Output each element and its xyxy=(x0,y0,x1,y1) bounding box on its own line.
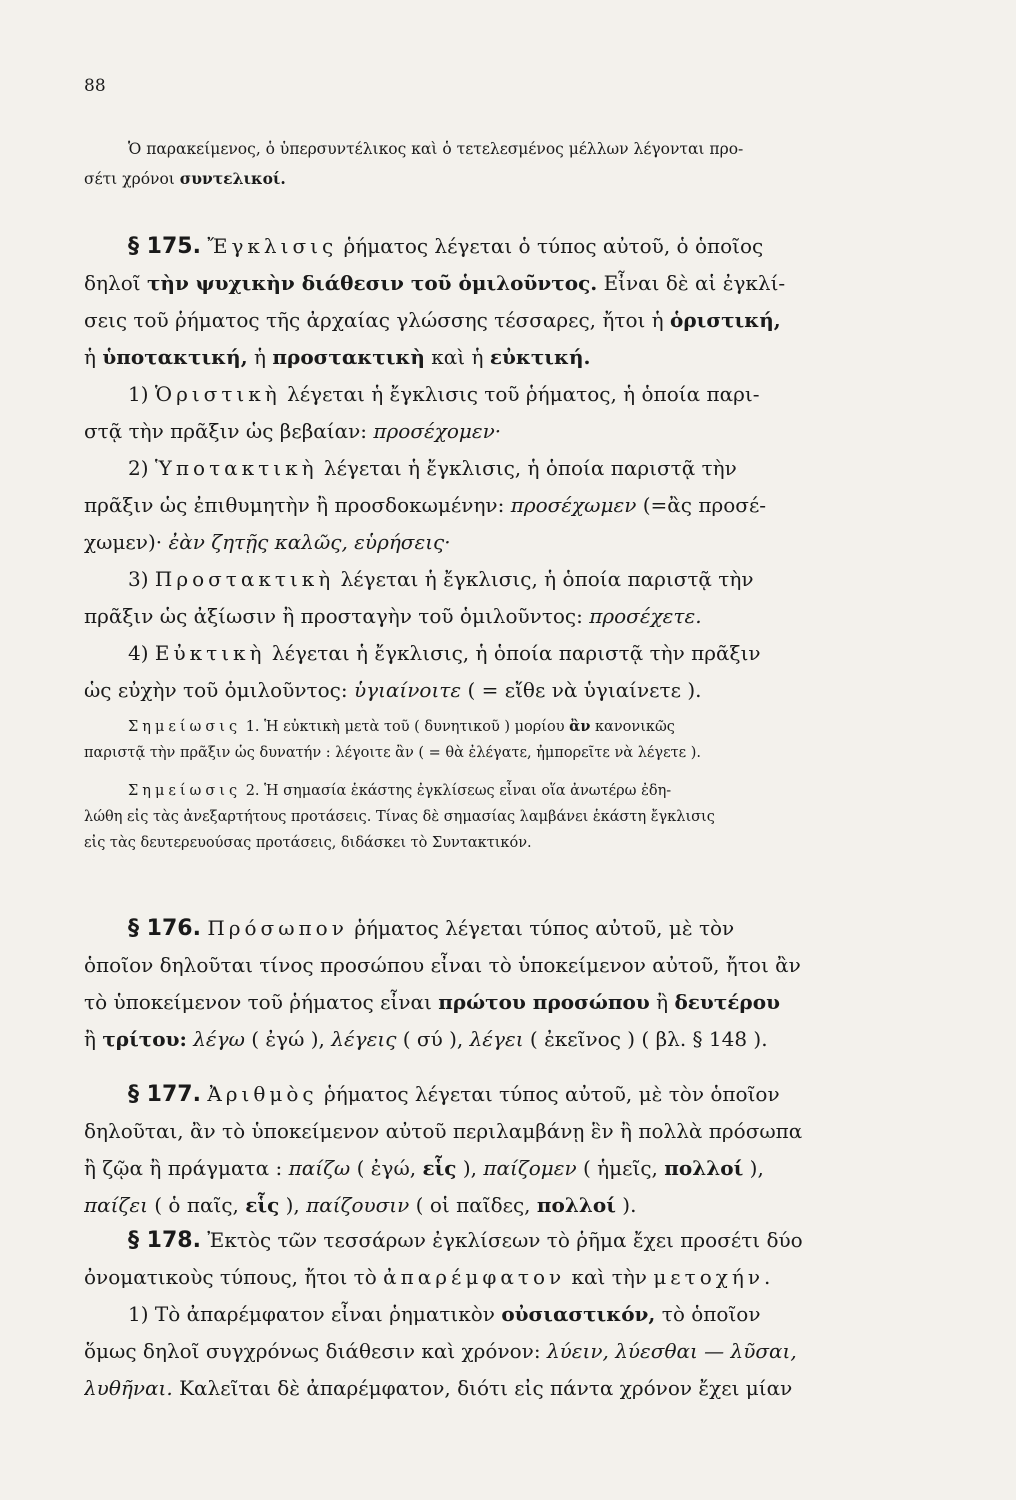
text-line xyxy=(84,524,952,561)
text-line xyxy=(84,1296,952,1333)
text-line xyxy=(84,561,952,598)
text: ( ἐγώ ), xyxy=(244,1027,332,1051)
example: λέγει xyxy=(469,1027,524,1051)
example: λέγω xyxy=(193,1027,245,1051)
spaced-term: Ὁριστικὴ xyxy=(154,382,281,406)
item-number: 4) xyxy=(128,641,155,665)
text: δηλοῖ xyxy=(84,271,147,295)
example: λυθῆναι. xyxy=(84,1376,173,1400)
text: ( σύ ), xyxy=(396,1027,470,1051)
text-line xyxy=(84,487,952,524)
text-line xyxy=(84,134,952,164)
text: ἢ xyxy=(84,1027,103,1051)
bold-term: πολλοί xyxy=(536,1193,616,1217)
bold-term: ἂν xyxy=(569,718,591,735)
text: Ὁ παρακείμενος, ὁ ὑπερσυντέλικος καὶ ὁ τετελεσμένος μέλλων λέγονται προ- xyxy=(128,140,744,158)
example: προσέχομεν· xyxy=(373,419,502,443)
text: πρᾶξιν ὡς ἐπιθυμητὴν ἢ προσδοκωμένην: xyxy=(84,493,511,517)
bold-term: ὁριστική, xyxy=(670,308,781,332)
text-line xyxy=(84,910,952,947)
text-line xyxy=(84,635,952,672)
text: 1. Ἡ εὐκτικὴ μετὰ τοῦ ( δυνητικοῦ ) μορίου xyxy=(241,719,570,735)
text: ( ἐγώ, xyxy=(350,1156,423,1180)
page-number: 88 xyxy=(84,76,106,96)
text-line xyxy=(84,1222,952,1259)
text: ), xyxy=(456,1156,484,1180)
text-line xyxy=(84,598,952,635)
section-number: § 175. xyxy=(128,234,201,259)
text-line xyxy=(84,1259,952,1296)
text-line xyxy=(84,1021,952,1058)
text: ὡς εὐχὴν τοῦ ὁμιλοῦντος: xyxy=(84,678,354,702)
text: λέγεται ἡ ἔγκλισις τοῦ ῥήματος, ἡ ὁποία παρι- xyxy=(280,382,760,406)
section-175 xyxy=(84,228,952,709)
text-line xyxy=(84,450,952,487)
spaced-term: Ἀριθμὸς xyxy=(207,1082,318,1106)
text-line xyxy=(84,1187,952,1224)
bold-term: ὑποτακτική, xyxy=(102,345,248,369)
bold-term: εἷς xyxy=(245,1193,280,1217)
item-number: 1) xyxy=(128,382,155,406)
text: Εἶναι δὲ αἱ ἐγκλί- xyxy=(597,271,786,295)
example: παίζει xyxy=(84,1193,148,1217)
text: σεις τοῦ ῥήματος τῆς ἀρχαίας γλώσσης τέσσαρες, ἤτοι ἡ xyxy=(84,308,671,332)
text-line xyxy=(84,376,952,413)
text: (=ἂς προσέ- xyxy=(636,493,767,517)
intro-paragraph xyxy=(84,134,952,194)
spaced-term: Ὑποτακτικὴ xyxy=(154,456,318,480)
text: ἡ xyxy=(247,345,273,369)
text: τὸ ὁποῖον xyxy=(655,1302,761,1326)
text: ἢ ζῷα ἢ πράγματα : xyxy=(84,1156,289,1180)
text: σέτι χρόνοι xyxy=(84,170,180,188)
section-178 xyxy=(84,1222,952,1407)
text: λώθη εἰς τὰς ἀνεξαρτήτους προτάσεις. Τίνας δὲ σημασίας λαμβάνει ἑκάστη ἔγκλισις xyxy=(84,809,715,825)
text: Καλεῖται δὲ ἀπαρέμφατον, διότι εἰς πάντα χρόνον ἔχει μίαν xyxy=(172,1376,793,1400)
text: πρᾶξιν ὡς ἀξίωσιν ἢ προσταγὴν τοῦ ὁμιλοῦντος: xyxy=(84,604,590,628)
text-line xyxy=(84,740,952,766)
spaced-term: Σημείωσις xyxy=(128,783,242,799)
example: παίζομεν xyxy=(483,1156,577,1180)
example: ὑγιαίνοιτε xyxy=(353,678,462,702)
spaced-term: Εὐκτικὴ xyxy=(154,641,266,665)
bold-term: συντελικοί. xyxy=(179,169,286,188)
text: τὸ ὑποκείμενον τοῦ ῥήματος εἶναι xyxy=(84,990,439,1014)
example: λέγεις xyxy=(331,1027,397,1051)
bold-term: εὐκτική. xyxy=(489,345,591,369)
text: ), xyxy=(279,1193,307,1217)
spaced-term: Πρόσωπον xyxy=(207,916,348,940)
section-number: § 176. xyxy=(128,916,201,941)
text-line xyxy=(84,228,952,265)
item-number: 2) xyxy=(128,456,155,480)
text-line xyxy=(84,984,952,1021)
example: προσέχετε. xyxy=(589,604,702,628)
section-177 xyxy=(84,1076,952,1224)
text: ῥήματος λέγεται τύπος αὐτοῦ, μὲ τὸν ὁποῖον xyxy=(317,1082,780,1106)
bold-term: πολλοί xyxy=(664,1156,744,1180)
bold-term: πρώτου προσώπου xyxy=(438,990,650,1014)
text-line xyxy=(84,1333,952,1370)
example: λύειν, λύεσθαι — λῦσαι, xyxy=(546,1339,797,1363)
example: ἐὰν ζητῇς καλῶς, εὑρήσεις· xyxy=(168,530,451,554)
example: προσέχωμεν xyxy=(510,493,637,517)
text: ὀνοματικοὺς τύπους, ἤτοι τὸ xyxy=(84,1265,384,1289)
text-line xyxy=(84,1113,952,1150)
section-number: § 178. xyxy=(128,1228,201,1253)
section-176 xyxy=(84,910,952,1058)
text: ὅμως δηλοῖ συγχρόνως διάθεσιν καὶ χρόνον: xyxy=(84,1339,547,1363)
text-line xyxy=(84,302,952,339)
text: ( οἱ παῖδες, xyxy=(409,1193,537,1217)
text: εἰς τὰς δευτερευούσας προτάσεις, διδάσκει τὸ Συντακτικόν. xyxy=(84,835,532,851)
text: 1) Τὸ ἀπαρέμφατον εἶναι ῥηματικὸν xyxy=(128,1302,502,1326)
text-line xyxy=(84,1076,952,1113)
text: παριστᾷ τὴν πρᾶξιν ὡς δυνατήν : λέγοιτε ἂν ( = θὰ ἐλέγατε, ἠμπορεῖτε νὰ λέγετε ). xyxy=(84,745,701,761)
spaced-term: μετοχήν. xyxy=(653,1265,775,1289)
text-line xyxy=(84,778,952,804)
text: στᾷ τὴν πρᾶξιν ὡς βεβαίαν: xyxy=(84,419,374,443)
text: 2. Ἡ σημασία ἑκάστης ἐγκλίσεως εἶναι οἵα ἀνωτέρω ἐδη- xyxy=(241,783,672,799)
text: λέγεται ἡ ἔγκλισις, ἡ ὁποία παριστᾷ τὴν xyxy=(317,456,737,480)
text: κανονικῶς xyxy=(590,719,675,735)
text-line xyxy=(84,413,952,450)
text-line xyxy=(84,164,952,194)
example: παίζουσιν xyxy=(306,1193,410,1217)
text: δηλοῦται, ἂν τὸ ὑποκείμενον αὐτοῦ περιλαμβάνῃ ἓν ἢ πολλὰ πρόσωπα xyxy=(84,1119,803,1143)
text: ( ὁ παῖς, xyxy=(147,1193,246,1217)
text: ), xyxy=(743,1156,764,1180)
bold-term: προστακτικὴ xyxy=(272,345,425,369)
text: ἢ xyxy=(649,990,675,1014)
text: ( ἐκεῖνος ) ( βλ. § 148 ). xyxy=(523,1027,768,1051)
text: λέγεται ἡ ἔγκλισις, ἡ ὁποία παριστᾷ τὴν πρᾶξιν xyxy=(265,641,761,665)
bold-term: τρίτου: xyxy=(102,1027,187,1051)
text: ( = εἴθε νὰ ὑγιαίνετε ). xyxy=(461,678,702,702)
text-line xyxy=(84,714,952,740)
text: ὁποῖον δηλοῦται τίνος προσώπου εἶναι τὸ ὑποκείμενον αὐτοῦ, ἤτοι ἂν xyxy=(84,953,801,977)
text: ( ἡμεῖς, xyxy=(576,1156,665,1180)
notes xyxy=(84,714,952,856)
item-number: 3) xyxy=(128,567,155,591)
example: παίζω xyxy=(288,1156,351,1180)
spaced-term: ἀπαρέμφατον xyxy=(383,1265,566,1289)
text-line xyxy=(84,804,952,830)
text-line xyxy=(84,830,952,856)
text-line xyxy=(84,672,952,709)
spaced-term: Ἔγκλισις xyxy=(207,234,338,258)
text: χωμεν)· xyxy=(84,530,169,554)
text: ῥήματος λέγεται τύπος αὐτοῦ, μὲ τὸν xyxy=(347,916,735,940)
text: καὶ τὴν xyxy=(565,1265,654,1289)
text-line xyxy=(84,265,952,302)
text: καὶ ἡ xyxy=(424,345,490,369)
text: λέγεται ἡ ἔγκλισις, ἡ ὁποία παριστᾷ τὴν xyxy=(334,567,754,591)
bold-term: οὐσιαστικόν, xyxy=(501,1302,656,1326)
bold-term: εἷς xyxy=(422,1156,457,1180)
text-line xyxy=(84,1370,952,1407)
spaced-term: Προστακτικὴ xyxy=(154,567,335,591)
text: ἡ xyxy=(84,345,103,369)
text-line xyxy=(84,947,952,984)
bold-term: τὴν ψυχικὴν διάθεσιν τοῦ ὁμιλοῦντος. xyxy=(146,271,598,295)
section-number: § 177. xyxy=(128,1082,201,1107)
spaced-term: Σημείωσις xyxy=(128,719,242,735)
bold-term: δευτέρου xyxy=(674,990,780,1014)
text: ). xyxy=(615,1193,637,1217)
text: ῥήματος λέγεται ὁ τύπος αὐτοῦ, ὁ ὁποῖος xyxy=(337,234,764,258)
text-line xyxy=(84,1150,952,1187)
text: Ἐκτὸς τῶν τεσσάρων ἐγκλίσεων τὸ ῥῆμα ἔχει προσέτι δύο xyxy=(200,1228,803,1252)
text-line xyxy=(84,339,952,376)
